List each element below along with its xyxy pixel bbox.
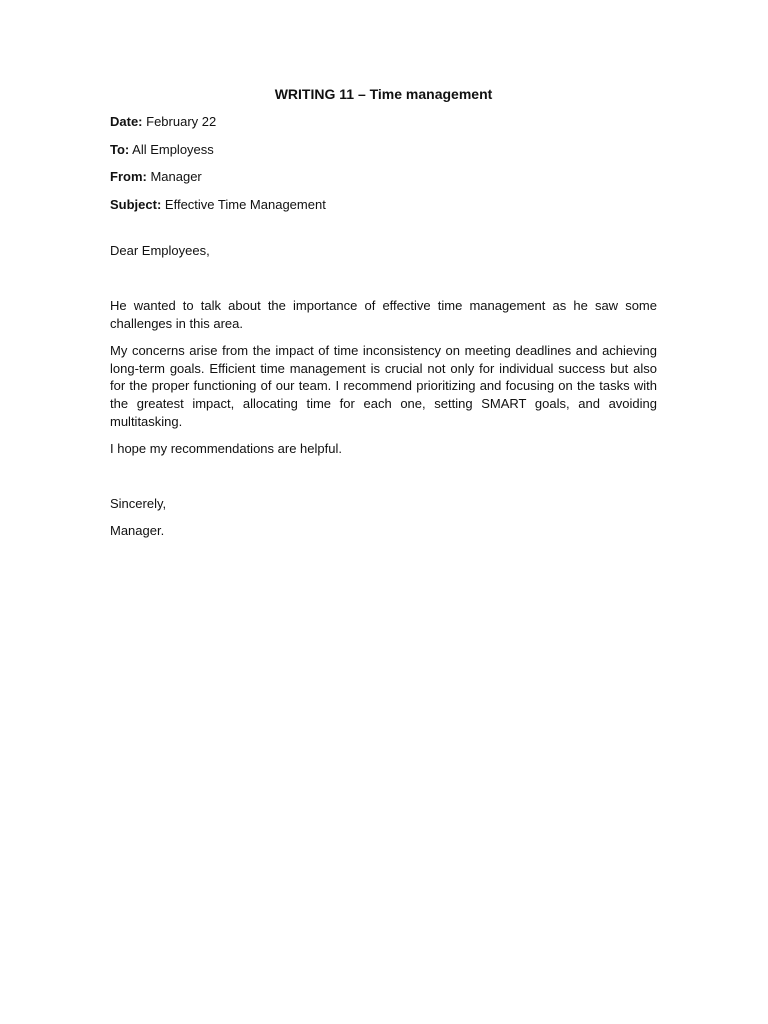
subject-label: Subject: [110,196,162,212]
subject-value: Effective Time Management [161,196,326,212]
document-body [110,84,657,540]
signature: Manager. [110,523,165,539]
date-label: Date: [110,114,143,129]
date-line [110,113,657,131]
paragraph-2: My concerns arise from the impact of time inconsistency on meeting deadlines and achieving long-term goals. Efficient time management is crucial not only for individual success but also for the proper functioning of our team. I recommend prioritizing and focusing on the tasks with the greatest impact, allocating time for each one, setting SMART goals, and avoiding multitasking. [110,343,657,429]
document-title: WRITING 11 – Time management [274,86,493,102]
paragraph-1: He wanted to talk about the importance of effective time management as he saw some challenges in this area. [110,297,657,331]
date-value: February 22 [142,114,217,129]
from-label: From: [110,169,147,185]
subject-line [110,196,657,214]
closing: Sincerely, [110,495,167,511]
to-line [110,141,657,159]
to-value: All Employess [129,141,214,157]
to-label: To: [110,141,130,157]
from-value: Manager [146,169,202,185]
from-line [110,168,657,186]
paragraph-3: I hope my recommendations are helpful. [110,441,342,457]
greeting: Dear Employees, [110,243,210,259]
